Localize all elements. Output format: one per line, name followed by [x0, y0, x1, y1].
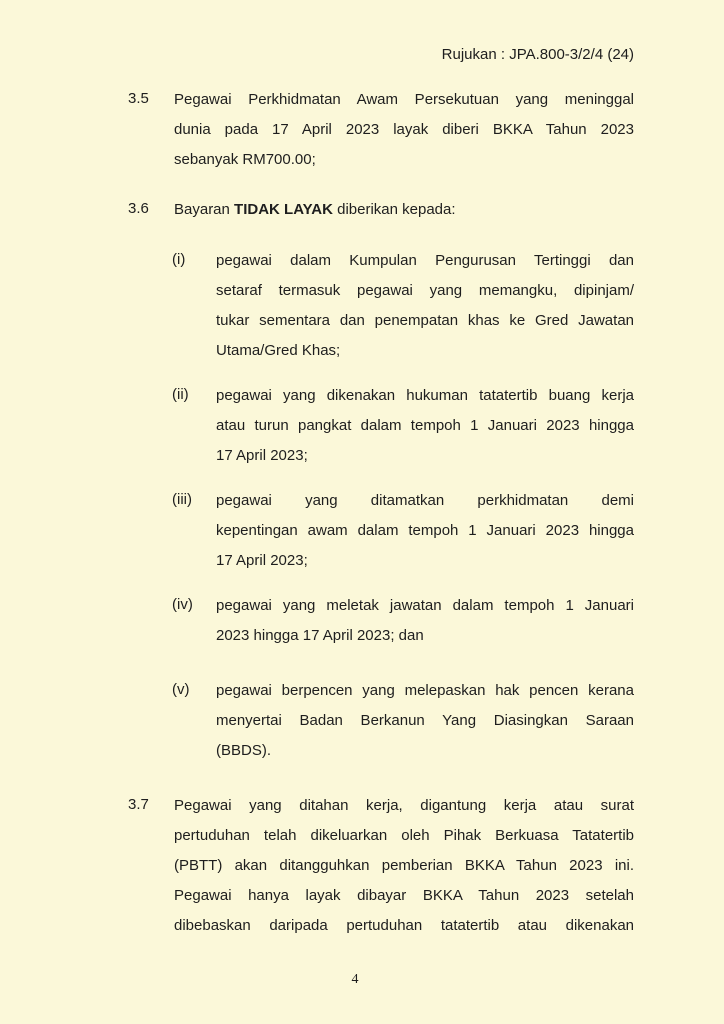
section-number-3-6: 3.6 — [128, 200, 149, 217]
item-v-text — [216, 676, 634, 766]
paragraph-line: sebanyak RM700.00; — [174, 151, 316, 168]
paragraph-line: Pegawai hanya layak dibayar BKKA Tahun 2023 setelah — [174, 887, 634, 904]
item-label-iv: (iv) — [172, 596, 193, 613]
item-line: kepentingan awam dalam tempoh 1 Januari 2023 hingga — [216, 522, 634, 539]
item-iii-text — [216, 486, 634, 576]
item-line: menyertai Badan Berkanun Yang Diasingkan Saraan — [216, 712, 634, 729]
page-number: 4 — [351, 972, 359, 987]
item-ii-text — [216, 381, 634, 471]
item-label-i: (i) — [172, 251, 186, 268]
item-line: Utama/Gred Khas; — [216, 342, 341, 359]
section-number-3-5: 3.5 — [128, 90, 149, 107]
item-line: atau turun pangkat dalam tempoh 1 Januari 2023 hingga — [216, 417, 634, 434]
item-line: pegawai berpencen yang melepaskan hak pencen kerana — [216, 682, 634, 699]
item-line: setaraf termasuk pegawai yang memangku, dipinjam/ — [216, 282, 634, 299]
item-line: pegawai yang ditamatkan perkhidmatan demi — [216, 492, 634, 509]
section-3-7-paragraph — [174, 791, 634, 941]
intro-text-before: Bayaran — [174, 201, 235, 218]
section-3-6-intro — [174, 195, 634, 225]
item-label-v: (v) — [172, 681, 190, 698]
item-line: 2023 hingga 17 April 2023; dan — [216, 627, 424, 644]
item-line: pegawai dalam Kumpulan Pengurusan Tertinggi dan — [216, 252, 634, 269]
item-i-text — [216, 246, 634, 366]
item-line: (BBDS). — [216, 742, 272, 759]
item-label-ii: (ii) — [172, 386, 189, 403]
reference-number: Rujukan : JPA.800-3/2/4 (24) — [441, 46, 634, 63]
item-label-iii: (iii) — [172, 491, 192, 508]
item-iv-text — [216, 591, 634, 651]
paragraph-line: Pegawai yang ditahan kerja, digantung kerja atau surat — [174, 797, 634, 814]
paragraph-line: (PBTT) akan ditangguhkan pemberian BKKA Tahun 2023 ini. — [174, 857, 634, 874]
paragraph-line: Pegawai Perkhidmatan Awam Persekutuan yang meninggal — [174, 91, 634, 108]
emphasis-not-eligible: TIDAK LAYAK — [234, 201, 333, 218]
section-number-3-7: 3.7 — [128, 796, 149, 813]
item-line: pegawai yang meletak jawatan dalam tempoh 1 Januari — [216, 597, 634, 614]
section-3-5-paragraph — [174, 85, 634, 175]
paragraph-line: dibebaskan daripada pertuduhan tatatertib atau dikenakan — [174, 917, 634, 934]
paragraph-line: pertuduhan telah dikeluarkan oleh Pihak Berkuasa Tatatertib — [174, 827, 634, 844]
intro-text-after: diberikan kepada: — [332, 201, 456, 218]
item-line: pegawai yang dikenakan hukuman tatatertib buang kerja — [216, 387, 634, 404]
item-line: tukar sementara dan penempatan khas ke Gred Jawatan — [216, 312, 634, 329]
item-line: 17 April 2023; — [216, 552, 308, 569]
item-line: 17 April 2023; — [216, 447, 308, 464]
paragraph-line: dunia pada 17 April 2023 layak diberi BKKA Tahun 2023 — [174, 121, 634, 138]
